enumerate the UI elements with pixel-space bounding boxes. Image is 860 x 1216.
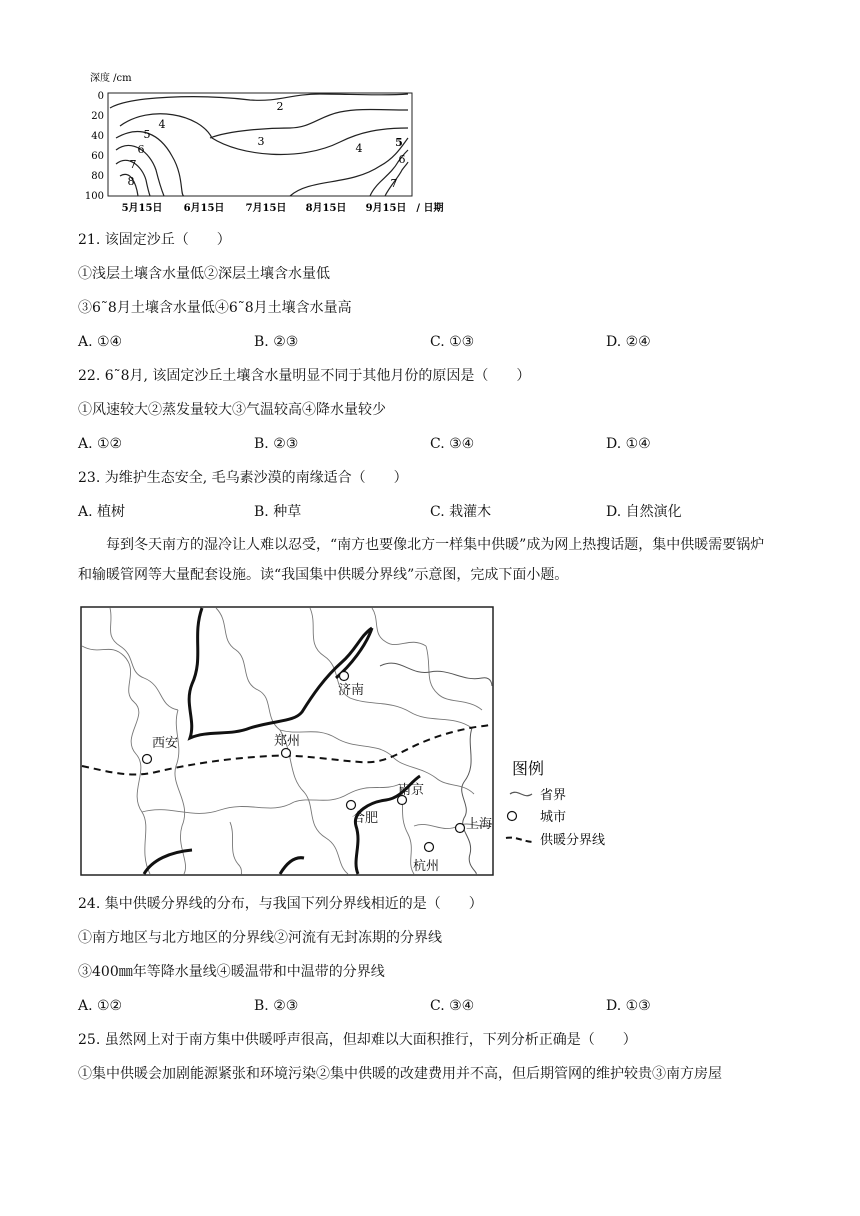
y-tick: 100 — [84, 191, 104, 202]
city-label-hefei: 合肥 — [352, 811, 379, 826]
legend-city-symbol — [508, 812, 517, 821]
q21-stem: 21. 该固定沙丘（ ） — [78, 232, 231, 248]
q22-stem: 22. 6˜8月, 该固定沙丘土壤含水量明显不同于其他月份的原因是（ ） — [78, 368, 531, 384]
contour-label: 5 — [143, 128, 151, 141]
contour-label: 3 — [257, 135, 265, 148]
q25-statement-line1: ①集中供暖会加剧能源紧张和环境污染②集中供暖的改建费用并不高，但后期管网的维护较贵③南方房屋 — [78, 1066, 722, 1082]
city-marker-shanghai — [456, 824, 465, 833]
q25-stem: 25. 虽然网上对于南方集中供暖呼声很高，但却难以大面积推行，下列分析正确是（ ） — [78, 1032, 637, 1048]
contour-label: 5 — [395, 136, 403, 149]
soil-moisture-contour-chart — [80, 66, 460, 218]
x-tick: 8月15日 — [305, 203, 347, 214]
city-marker-hangzhou — [425, 843, 434, 852]
contour-label: 6 — [137, 143, 145, 156]
q24-option-d[interactable]: D. ①③ — [606, 998, 651, 1014]
q24-option-b[interactable]: B. ②③ — [254, 998, 299, 1014]
q21-statement-line1: ①浅层土壤含水量低②深层土壤含水量低 — [78, 266, 330, 282]
q23-option-b[interactable]: B. 种草 — [254, 504, 302, 520]
legend-province-symbol — [510, 792, 532, 795]
contour-label: 6 — [398, 153, 406, 166]
q23-stem: 23. 为维护生态安全, 毛乌素沙漠的南缘适合（ ） — [78, 470, 408, 486]
y-tick: 40 — [91, 131, 104, 142]
map-legend — [506, 759, 605, 848]
q23-option-c[interactable]: C. 栽灌木 — [430, 504, 492, 520]
contour-label: 7 — [390, 177, 398, 190]
x-tick: 5月15日 — [121, 203, 163, 214]
city-label-zhengzhou: 郑州 — [274, 734, 301, 749]
contour-label: 4 — [355, 142, 363, 155]
chart-ylabel: 深度 /cm — [90, 73, 132, 84]
x-unit: / 日期 — [416, 203, 444, 214]
q24-option-c[interactable]: C. ③④ — [430, 998, 475, 1014]
heating-boundary-map — [80, 606, 620, 878]
city-label-shanghai: 上海 — [466, 817, 493, 832]
city-label-hangzhou: 杭州 — [413, 859, 440, 874]
q21-option-a[interactable]: A. ①④ — [78, 334, 123, 350]
passage — [78, 530, 778, 590]
y-tick: 0 — [97, 91, 104, 102]
q21-option-b[interactable]: B. ②③ — [254, 334, 299, 350]
passage-text: 每到冬天南方的湿冷让人难以忍受，“南方也要像北方一样集中供暖”成为网上热搜话题，集中供暖需要锅炉和输暖管网等大量配套设施。读“我国集中供暖分界线”示意图，完成下面小题。 — [78, 537, 765, 583]
q22-statement-line1: ①风速较大②蒸发量较大③气温较高④降水量较少 — [78, 402, 386, 418]
y-tick: 20 — [91, 111, 104, 122]
legend-boundary-symbol — [506, 838, 534, 842]
q22-option-c[interactable]: C. ③④ — [430, 436, 475, 452]
y-tick: 80 — [91, 171, 104, 182]
city-marker-jinan — [340, 672, 349, 681]
city-marker-xian — [143, 755, 152, 764]
q23-option-d[interactable]: D. 自然演化 — [606, 504, 682, 520]
city-label-jinan: 济南 — [338, 683, 365, 698]
contour-label: 8 — [127, 175, 135, 188]
city-marker-hefei — [347, 801, 356, 810]
q23-option-a[interactable]: A. 植树 — [78, 504, 126, 520]
legend-boundary-label: 供暖分界线 — [540, 833, 606, 848]
y-tick: 60 — [91, 151, 104, 162]
q21-option-d[interactable]: D. ②④ — [606, 334, 651, 350]
q24-statement-line1: ①南方地区与北方地区的分界线②河流有无封冻期的分界线 — [78, 930, 442, 946]
x-tick: 7月15日 — [245, 203, 287, 214]
q21-statement-line2: ③6˜8月土壤含水量低④6˜8月土壤含水量高 — [78, 300, 352, 316]
city-label-nanjing: 南京 — [398, 783, 425, 798]
q21-option-c[interactable]: C. ①③ — [430, 334, 475, 350]
legend-province-label: 省界 — [540, 788, 567, 803]
x-tick: 9月15日 — [365, 203, 407, 214]
legend-title: 图例 — [512, 759, 545, 778]
q22-option-a[interactable]: A. ①② — [78, 436, 123, 452]
q22-option-d[interactable]: D. ①④ — [606, 436, 651, 452]
q24-statement-line2: ③400㎜年等降水量线④暖温带和中温带的分界线 — [78, 964, 385, 980]
x-tick: 6月15日 — [183, 203, 225, 214]
q22-option-b[interactable]: B. ②③ — [254, 436, 299, 452]
q24-stem: 24. 集中供暖分界线的分布，与我国下列分界线相近的是（ ） — [78, 896, 483, 912]
q24-option-a[interactable]: A. ①② — [78, 998, 123, 1014]
city-marker-zhengzhou — [282, 749, 291, 758]
city-label-xian: 西安 — [152, 736, 179, 751]
contour-label: 7 — [129, 158, 137, 171]
contour-label: 2 — [276, 100, 284, 113]
contour-label: 4 — [158, 118, 166, 131]
legend-city-label: 城市 — [540, 810, 567, 825]
